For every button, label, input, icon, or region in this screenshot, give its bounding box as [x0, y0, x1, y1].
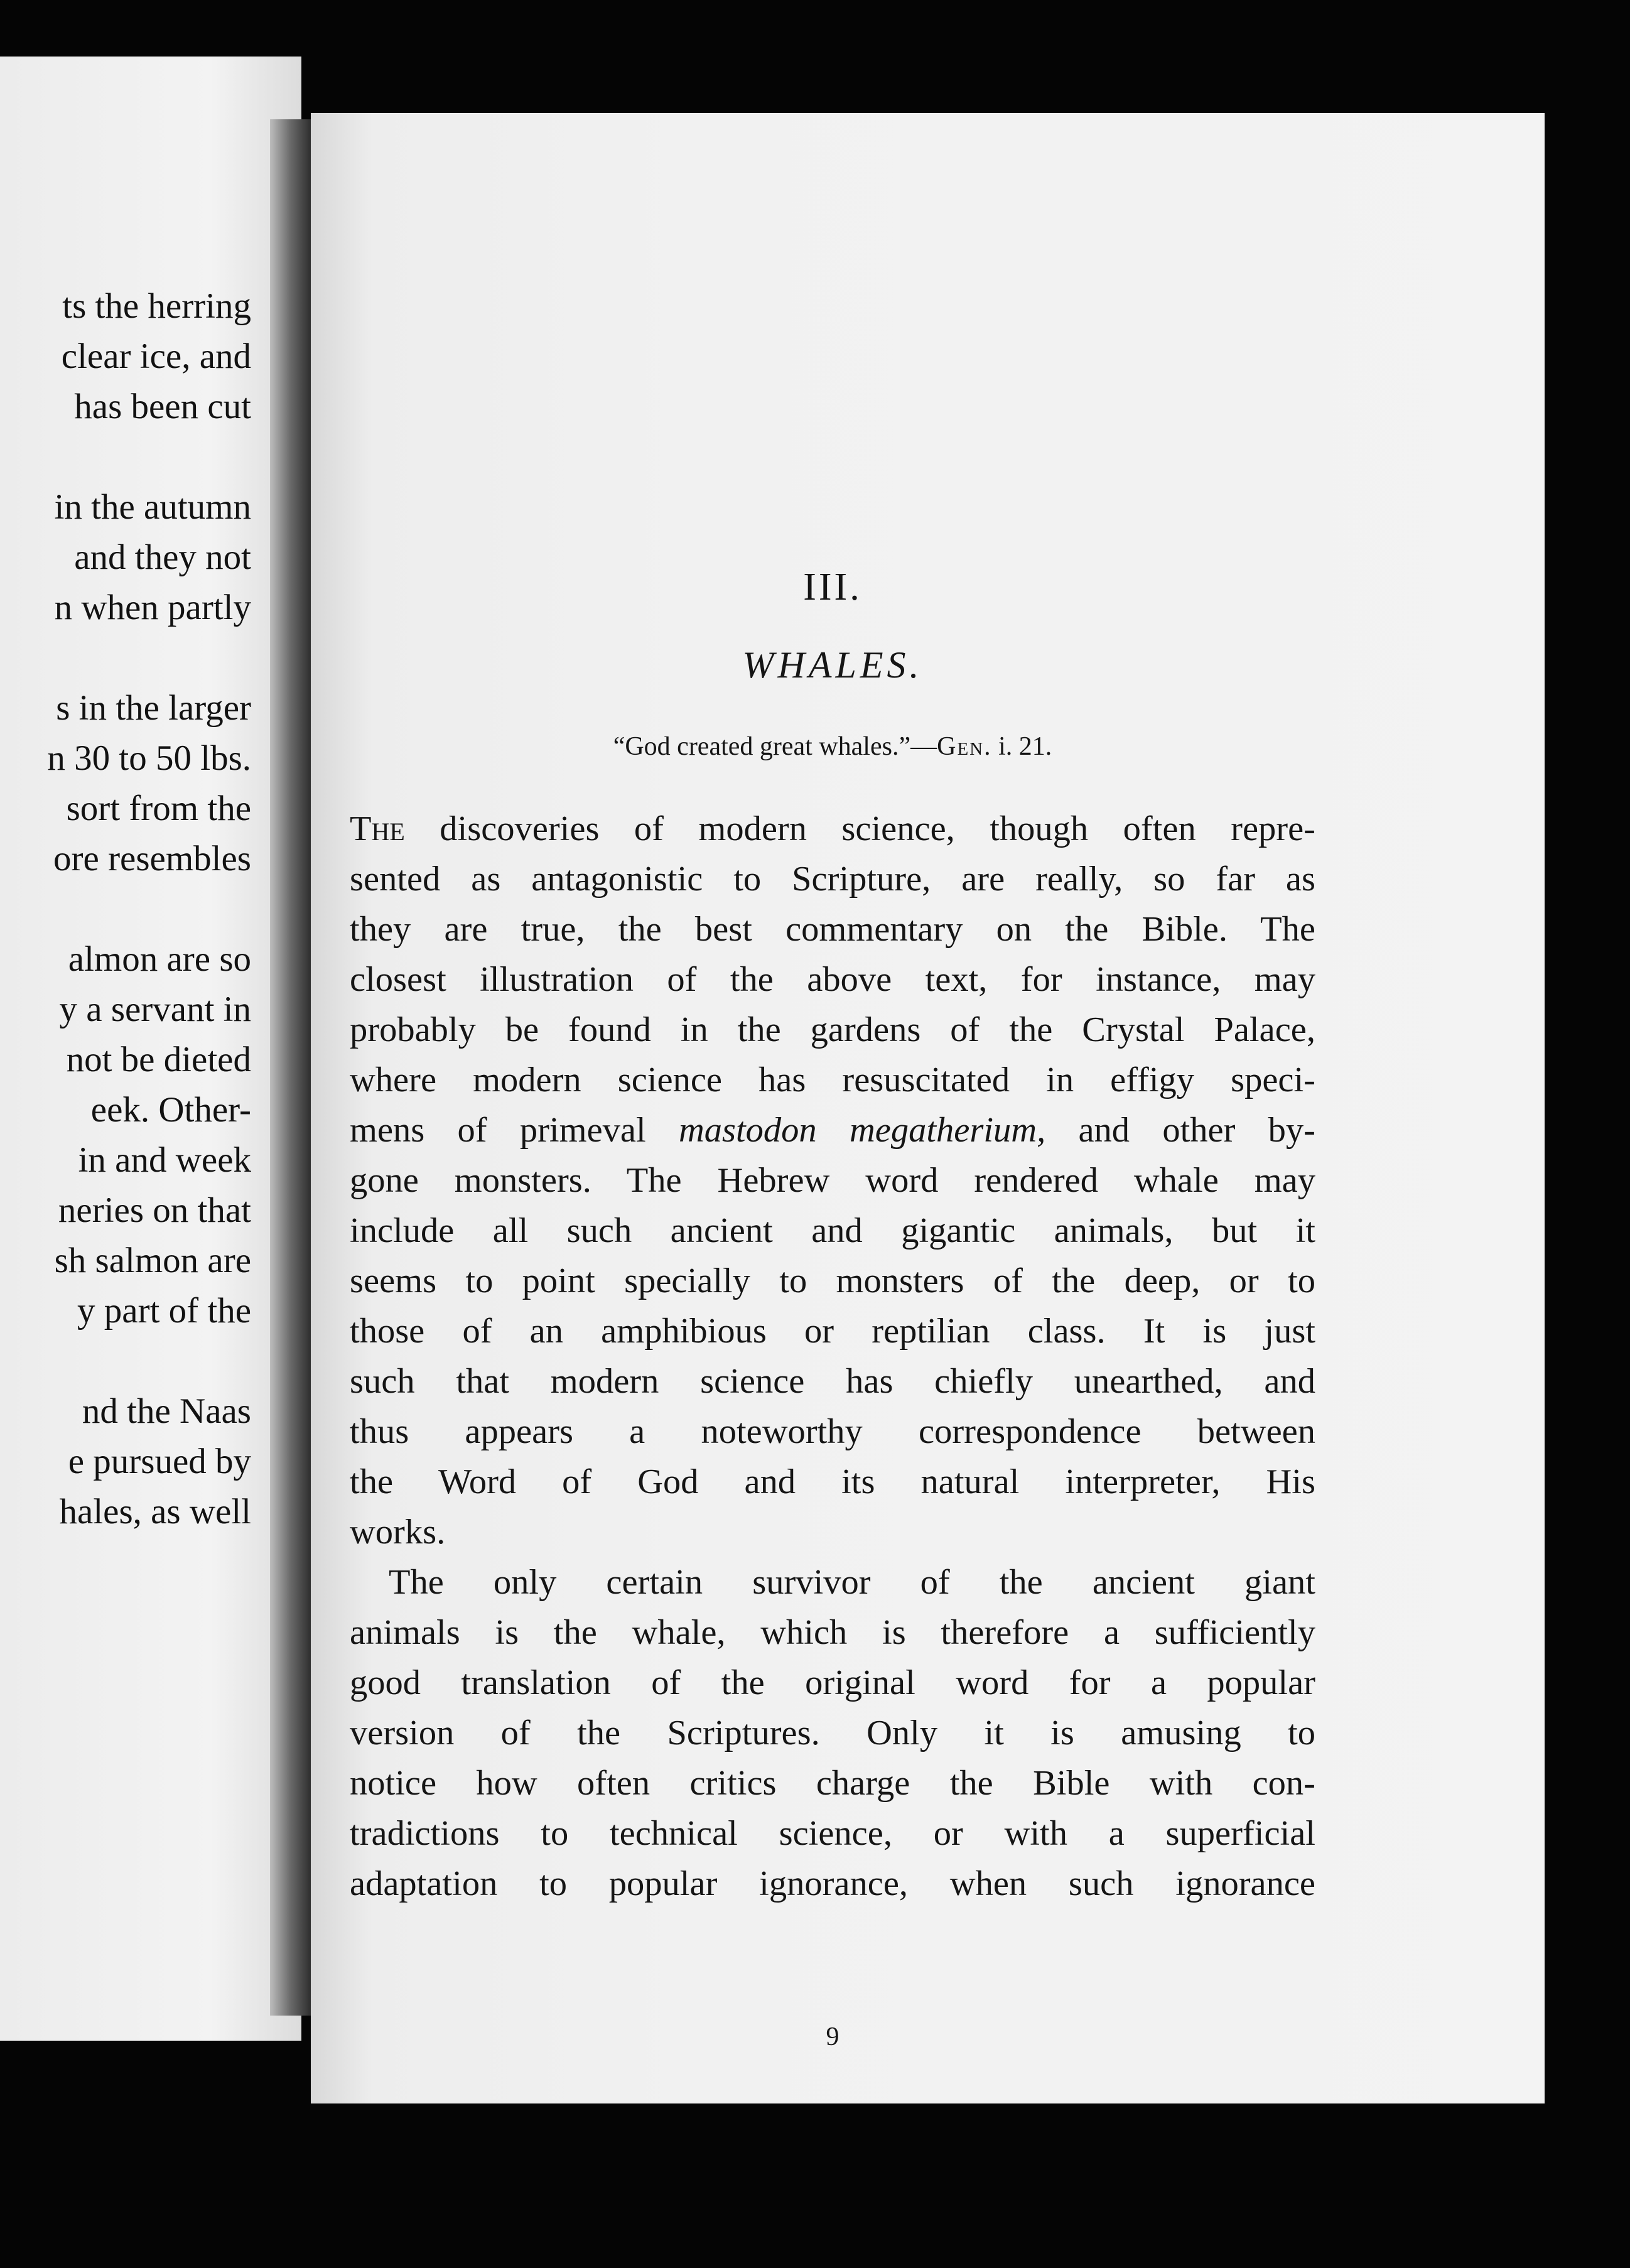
previous-page-line: n when partly: [54, 588, 251, 627]
text-line: the Word of God and its natural interpreter, His: [350, 1462, 1315, 1501]
text-line: tradictions to technical science, or with a superficial: [350, 1814, 1315, 1853]
text-line: good translation of the original word for a popular: [350, 1663, 1315, 1702]
previous-page-line: not be dieted: [66, 1040, 251, 1079]
previous-page-line: hales, as well: [59, 1492, 251, 1531]
text-line: animals is the whale, which is therefore a sufficiently: [350, 1613, 1315, 1652]
text-line: works.: [350, 1513, 446, 1552]
previous-page-line: neries on that: [58, 1191, 251, 1230]
previous-page-line: y a servant in: [59, 990, 251, 1029]
italic-term: mastodon megatherium,: [678, 1111, 1046, 1150]
chapter-title: WHALES.: [742, 644, 923, 686]
epigraph: [350, 732, 1315, 762]
paragraph-gap: [0, 432, 251, 482]
previous-page: [0, 57, 301, 2041]
text-line: sented as antagonistic to Scripture, are really, so far as: [350, 860, 1315, 899]
text-line: they are true, the best commentary on the Bible. The: [350, 910, 1315, 949]
previous-page-text: [0, 281, 251, 1537]
text-line: The only certain survivor of the ancient giant: [389, 1563, 1315, 1602]
previous-page-line: s in the larger: [56, 688, 251, 728]
previous-page-line: ore resembles: [53, 839, 251, 878]
previous-page-line: in and week: [78, 1140, 251, 1180]
paragraph-gap: [0, 884, 251, 934]
body-text: [350, 804, 1315, 1909]
previous-page-line: clear ice, and: [61, 337, 251, 376]
previous-page-line: e pursued by: [68, 1442, 251, 1481]
text-line: probably be found in the gardens of the Crystal Palace,: [350, 1010, 1315, 1049]
paragraph-gap: [0, 633, 251, 683]
epigraph-reference-verse: i. 21.: [991, 732, 1052, 761]
paragraph-gap: [0, 1336, 251, 1386]
previous-page-line: sh salmon are: [54, 1241, 251, 1280]
text-line: thus appears a noteworthy correspondence between: [350, 1412, 1315, 1451]
text-line: notice how often critics charge the Bible with con-: [350, 1764, 1315, 1803]
previous-page-line: and they not: [74, 537, 251, 577]
previous-page-line: nd the Naas: [82, 1391, 251, 1431]
previous-page-line: almon are so: [68, 939, 251, 979]
previous-page-line: has been cut: [74, 387, 251, 426]
lead-word: The: [350, 809, 405, 848]
epigraph-quote: “God created great whales.”—: [613, 732, 937, 761]
text-line: those of an amphibious or reptilian class. It is just: [350, 1312, 1315, 1351]
text-line: such that modern science has chiefly unearthed, and: [350, 1362, 1315, 1401]
chapter-number: III.: [803, 566, 862, 608]
page-number: 9: [826, 2022, 839, 2051]
text-line: include all such ancient and gigantic animals, but it: [350, 1211, 1315, 1250]
text-line: closest illustration of the above text, for instance, may: [350, 960, 1315, 999]
text-line: adaptation to popular ignorance, when such ignorance: [350, 1864, 1315, 1903]
previous-page-line: in the autumn: [54, 487, 251, 527]
previous-page-line: n 30 to 50 lbs.: [47, 738, 251, 778]
epigraph-reference-book: Gen.: [937, 732, 992, 761]
text-line: gone monsters. The Hebrew word rendered whale may: [350, 1161, 1315, 1200]
text-line: mens of primeval mastodon megatherium, and other by-: [350, 1111, 1315, 1150]
current-page: [311, 113, 1545, 2103]
text-line: where modern science has resuscitated in effigy speci-: [350, 1061, 1315, 1099]
previous-page-line: sort from the: [66, 789, 251, 828]
previous-page-line: y part of the: [77, 1291, 251, 1331]
text-line: version of the Scriptures. Only it is amusing to: [350, 1714, 1315, 1752]
previous-page-line: ts the herring: [62, 286, 251, 326]
text-line: The discoveries of modern science, though often repre-: [350, 809, 1315, 848]
previous-page-line: eek. Other-: [90, 1090, 251, 1130]
text-line: seems to point specially to monsters of the deep, or to: [350, 1261, 1315, 1300]
